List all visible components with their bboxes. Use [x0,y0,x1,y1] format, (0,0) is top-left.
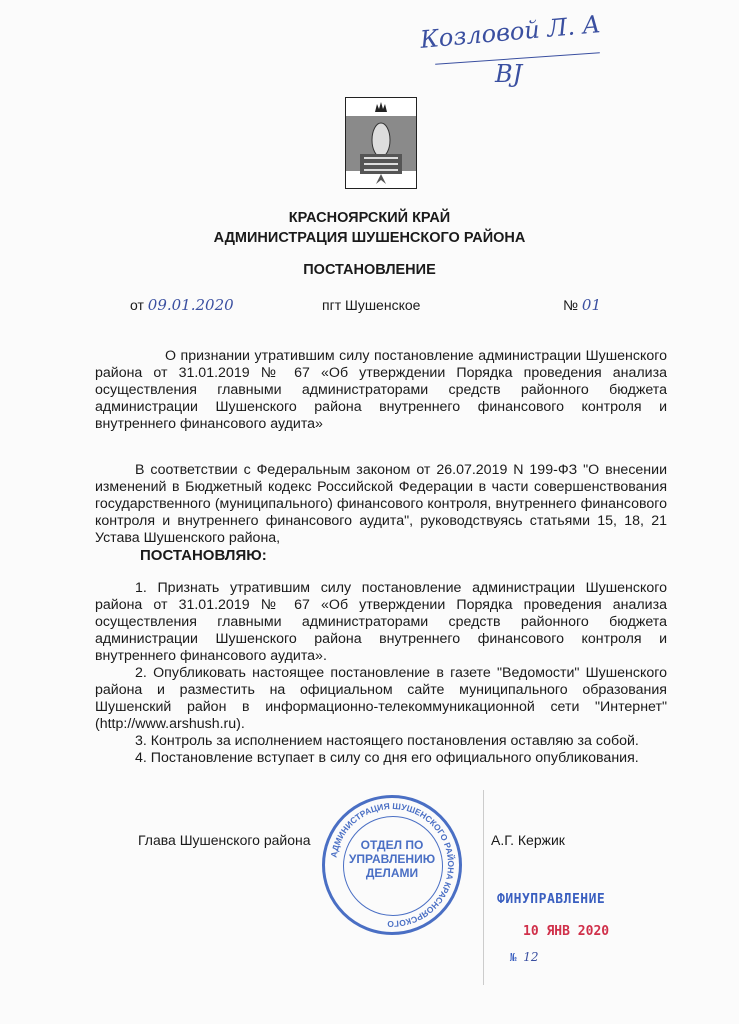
document-number [563,296,601,314]
handwritten-initials: ВЈ [495,60,523,88]
preamble-text: В соответствии с Федеральным законом от 26.07.2019 N 199-ФЗ "О внесении изменений в Бюджетный кодекс Российской Федерации в части совершенствования государственного (муниципального) финансового контроля, внутреннего финансового контроля и внутреннего финансового аудита", руководствуясь статьями 15, 18, 21 Устава Шушенского района, [95,462,667,546]
stamp-center-text [325,838,459,880]
header-administration: АДМИНИСТРАЦИЯ ШУШЕНСКОГО РАЙОНА [213,230,526,246]
signature-name: А.Г. Кержик [491,832,565,848]
number-value: 01 [581,296,602,314]
received-stamp-number [510,950,539,964]
item-1: 1. Признать утратившим силу постановление администрации Шушенского района от 31.01.2019 № 67 «Об утверждении Порядка проведения анализа осуществления главными администраторами средств районного бюджета администрации Шушенского района внутреннего финансового контроля и внутреннего финансового аудита». [95,580,667,664]
title-paragraph [95,348,667,433]
official-round-stamp [322,795,462,935]
date-value: 09.01.2020 [147,296,234,314]
resolve-line [95,547,667,564]
preamble-paragraph [95,462,667,564]
stamp-line-1: ОТДЕЛ ПО [360,838,424,852]
item-4: 4. Постановление вступает в силу со дня его официального опубликования. [135,750,639,766]
number-prefix: № [563,297,579,313]
document-type: ПОСТАНОВЛЕНИЕ [303,262,436,278]
received-number-value: 12 [523,950,539,964]
signature-position: Глава Шушенского района [138,832,311,848]
title-text: О признании утратившим силу постановление администрации Шушенского района от 31.01.2019 № 67 «Об утверждении Порядка проведения анализа осуществления главными администраторами средств районного бюджета администрации Шушенского района внутреннего финансового контроля и внутреннего финансового аудита» [95,348,667,432]
stamp-ring-text: АДМИНИСТРАЦИЯ ШУШЕНСКОГО РАЙОНА КРАСНОЯРСКОГО [328,800,457,930]
item-3: 3. Контроль за исполнением настоящего постановления оставляю за собой. [135,733,639,749]
item-2: 2. Опубликовать настоящее постановление в газете "Ведомости" Шушенского района и разместить на официальном сайте муниципального образования Шушенский район в информационно-телекоммуникационной сети "Интернет" (http://www.arshush.ru). [95,665,667,732]
received-number-label: № [510,951,517,964]
resolve-colon: : [261,547,267,564]
resolution-items [95,580,667,767]
document-place: пгт Шушенское [322,297,421,313]
resolve-word: ПОСТАНОВЛЯЮ [140,547,262,564]
divider-line [483,790,484,985]
document-date [130,296,234,314]
stamp-line-3: ДЕЛАМИ [365,866,419,880]
header-region: КРАСНОЯРСКИЙ КРАЙ [288,210,451,226]
handwritten-addressee: Козловой Л. А [419,10,602,54]
received-stamp-org: ФИНУПРАВЛЕНИЕ [497,892,606,907]
date-prefix: от [130,297,144,313]
stamp-line-2: УПРАВЛЕНИЮ [348,852,436,866]
received-stamp-date: 10 ЯНВ 2020 [523,924,610,939]
coat-of-arms-emblem [345,97,417,189]
